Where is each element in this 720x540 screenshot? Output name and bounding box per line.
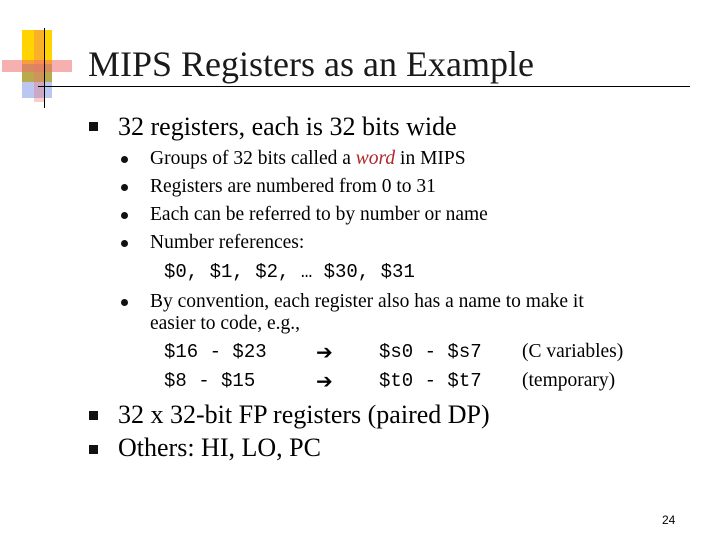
- sub-text: Groups of 32 bits called a: [150, 148, 356, 169]
- page-number: 24: [662, 513, 676, 527]
- bullet-32-registers: 32 registers, each is 32 bits wide: [118, 112, 457, 141]
- sub-bullet-numbered: Registers are numbered from 0 to 31: [150, 176, 436, 197]
- bullet-others: Others: HI, LO, PC: [118, 433, 321, 462]
- sub-bullet-convention-1: By convention, each register also has a name to make it: [150, 291, 584, 312]
- sub-bullet-number-refs: Number references:: [150, 232, 305, 253]
- sub-bullet-convention-2: easier to code, e.g.,: [150, 313, 300, 334]
- emphasis-word: word: [355, 148, 396, 169]
- sub-bullet-referred: Each can be referred to by number or name: [150, 204, 488, 225]
- bullet-dot-icon: [121, 240, 128, 247]
- map-row1-number: $16 - $23: [164, 341, 267, 363]
- bullet-dot-icon: [121, 299, 128, 306]
- map-row1-name: $s0 - $s7: [379, 341, 482, 363]
- right-arrow-icon: ➔: [316, 340, 333, 364]
- map-row1-desc: (C variables): [522, 341, 624, 362]
- bullet-dot-icon: [121, 212, 128, 219]
- map-row2-desc: (temporary): [522, 370, 616, 391]
- bullet-square-icon: [89, 445, 98, 454]
- map-row2-name: $t0 - $t7: [379, 370, 482, 392]
- title-divider: [38, 86, 690, 87]
- corner-red-bar-vertical: [34, 30, 44, 102]
- bullet-square-icon: [89, 411, 98, 420]
- bullet-fp-registers: 32 x 32-bit FP registers (paired DP): [118, 400, 490, 429]
- bullet-dot-icon: [121, 184, 128, 191]
- sub-bullet-word: [150, 145, 466, 173]
- bullet-square-icon: [89, 122, 98, 131]
- number-refs-code: $0, $1, $2, … $30, $31: [164, 261, 415, 283]
- corner-vertical-line: [44, 28, 45, 108]
- slide-title: MIPS Registers as an Example: [88, 44, 534, 84]
- map-row2-number: $8 - $15: [164, 370, 256, 392]
- right-arrow-icon: ➔: [316, 369, 333, 393]
- sub-text: in MIPS: [395, 148, 466, 169]
- bullet-dot-icon: [121, 156, 128, 163]
